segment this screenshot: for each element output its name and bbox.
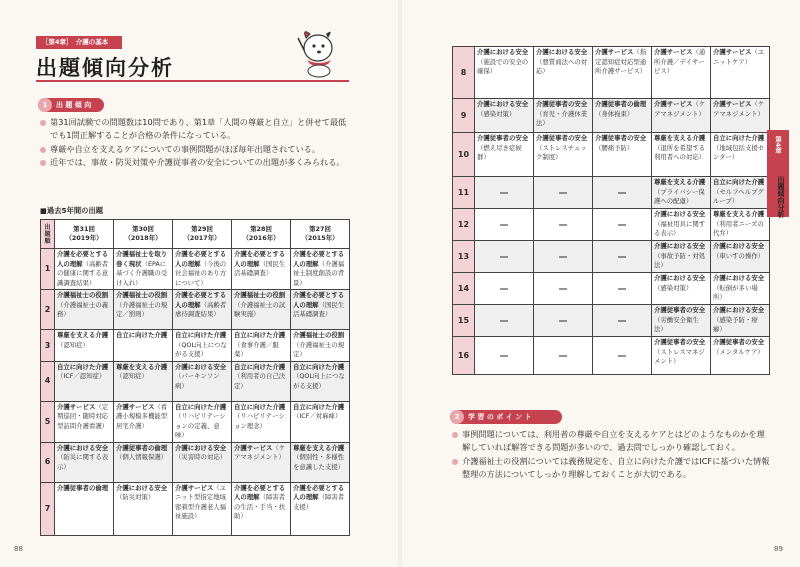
topic-text: 介護サービス [234, 443, 273, 452]
row-number: 9 [453, 99, 475, 133]
topic-detail: （EPAに基づく介護職の受け入れ） [116, 259, 168, 287]
topic-text: 尊厳を支える介護 [116, 362, 168, 371]
topic-text: 介護における安全 [116, 483, 168, 492]
table-cell [593, 241, 652, 273]
topic-detail: （腰痛予防） [595, 143, 634, 152]
table-cell [291, 330, 350, 362]
topic-text: ― [500, 283, 508, 293]
table-cell [55, 249, 114, 290]
side-section-label: 出題傾向分析 [777, 176, 785, 218]
table-title: ■過去5年間の出題 [40, 206, 104, 215]
topic-text: 介護における安全 [477, 48, 529, 56]
topic-text: 自立に向けた介護 [116, 331, 168, 339]
header-round-28: 第28回 （2016年） [232, 220, 291, 249]
topic-text: ― [500, 219, 508, 229]
topic-detail: （退所を希望する利用者への対応） [654, 143, 706, 161]
topic-text: ― [559, 251, 567, 261]
table-cell [232, 482, 291, 535]
row-number: 2 [41, 290, 55, 330]
topic-text: 介護従事者の安全 [595, 134, 647, 142]
table-cell [232, 330, 291, 362]
table-cell [232, 401, 291, 442]
topic-detail: （車いすの操作） [713, 251, 765, 260]
topic-text: 自立に向けた介護 [234, 402, 286, 411]
table-cell [173, 401, 232, 442]
row-number: 13 [453, 241, 475, 273]
table-row [453, 273, 770, 305]
topic-text: 介護における安全 [175, 362, 227, 371]
topic-text: 自立に向けた介護 [175, 402, 227, 411]
row-number: 7 [41, 482, 55, 535]
trend-bullets [40, 116, 352, 170]
section-label: 学 習 の ポ イ ン ト [468, 413, 532, 421]
topic-detail: （定期巡回・随時対応型訪問介護看護） [57, 402, 109, 430]
table-cell [232, 249, 291, 290]
topic-text: ― [618, 350, 626, 360]
topic-text: 介護における安全 [713, 274, 765, 282]
topic-detail: （リハビリテーション理念） [234, 412, 285, 430]
topic-text: 尊厳を支える介護 [654, 178, 706, 186]
topic-text: 尊厳を支える介護 [57, 331, 109, 339]
topic-detail: （燃え尽き症候群） [477, 143, 522, 161]
table-row [41, 482, 350, 535]
topic-text: 介護を必要とする人の理解 [234, 483, 286, 501]
topic-text: 介護を必要とする人の理解 [293, 483, 345, 501]
table-cell [114, 482, 173, 535]
topic-detail: （高齢者虐待調査結果） [175, 300, 227, 318]
topic-detail: （介護福祉士制度創設の背景） [293, 259, 345, 287]
row-number: 11 [453, 177, 475, 209]
topic-detail: （セルフヘルプグループ） [713, 187, 764, 205]
header-round-30: 第30回 （2018年） [114, 220, 173, 249]
row-number: 3 [41, 330, 55, 362]
topic-text: 介護を必要とする人の理解 [175, 250, 227, 268]
table-row [453, 99, 770, 133]
header-round-27: 第27回 （2015年） [291, 220, 350, 249]
topic-detail: （利用者の自己決定） [234, 372, 286, 390]
topic-text: 介護における安全 [713, 242, 765, 250]
table-cell [593, 209, 652, 241]
table-cell [475, 99, 534, 133]
table-cell [534, 273, 593, 305]
topic-detail: （QOL向上につながる支援） [293, 372, 345, 390]
topic-detail: （国民生活基礎調査） [293, 300, 345, 318]
table-cell [173, 290, 232, 330]
table-cell [475, 177, 534, 209]
topic-text: 介護サービス [713, 48, 752, 56]
table-cell [173, 330, 232, 362]
row-number: 4 [41, 361, 55, 401]
topic-text: 介護における安全 [57, 443, 109, 452]
table-cell [711, 273, 770, 305]
topic-detail: （利用者ニーズの代弁） [713, 219, 764, 237]
table-cell [173, 442, 232, 482]
topic-text: 介護サービス [57, 402, 96, 411]
table-cell [173, 482, 232, 535]
topic-text: 介護サービス [175, 483, 214, 492]
topic-text: 自立に向けた介護 [57, 362, 109, 371]
table-cell [534, 99, 593, 133]
table-row [41, 249, 350, 290]
topic-text: 介護従事者の倫理 [57, 483, 109, 492]
table-cell [475, 133, 534, 177]
topic-detail: （介護福祉士の試験実施） [234, 300, 286, 318]
section-heading-trends [38, 98, 104, 112]
topic-detail: （通所介護／デイサービス） [654, 48, 706, 75]
table-cell [55, 330, 114, 362]
topic-detail: （介護福祉士の義務） [57, 300, 109, 318]
row-number: 1 [41, 249, 55, 290]
row-number: 14 [453, 273, 475, 305]
table-cell [291, 249, 350, 290]
section-heading-points [450, 410, 562, 424]
topic-detail: （国民生活基礎調査） [234, 259, 286, 277]
table-cell [55, 482, 114, 535]
section-number: 1 [38, 98, 52, 112]
topic-text: 介護従事者の安全 [536, 134, 588, 142]
topic-text: 介護福祉士の役割 [293, 331, 345, 339]
bullet-item: 介護福祉士の役割については義務規定を、自立に向けた介護ではICFに基づいた情報整理の方法についてしっかり理解しておくことが大切である。 [452, 455, 770, 482]
topic-text: ― [559, 350, 567, 360]
topic-text: 介護を必要とする人の理解 [234, 250, 286, 268]
row-number: 12 [453, 209, 475, 241]
table-cell [652, 273, 711, 305]
topic-text: 自立に向けた介護 [713, 134, 765, 142]
bullet-item: 事例問題については、利用者の尊厳や自立を支えるケアとはどのようなものかを理解していれば解答できる問題が多いので、過去問でしっかり確認しておく。 [452, 428, 770, 455]
header-round-31: 第31回 （2019年） [55, 220, 114, 249]
topic-detail: （防災対策） [116, 493, 155, 501]
topic-detail: （障害者の生活・手当・扶助） [234, 493, 286, 520]
header-round-29: 第29回 （2017年） [173, 220, 232, 249]
topic-detail: （ストレスマネジメント） [654, 347, 705, 365]
topic-detail: （今後の社会福祉のあり方について） [175, 259, 227, 287]
section-label: 出 題 傾 向 [56, 101, 92, 109]
page-number-left: 88 [14, 545, 23, 553]
table-cell [475, 209, 534, 241]
table-row [453, 209, 770, 241]
topic-detail: （ケアマネジメント） [713, 100, 765, 118]
table-row [453, 133, 770, 177]
table-cell [711, 177, 770, 209]
topic-detail: （リハビリテーションの定義、意味） [175, 412, 226, 439]
topic-text: ― [500, 251, 508, 261]
past-exam-table-continued [452, 46, 770, 375]
topic-text: 自立に向けた介護 [293, 402, 345, 411]
row-number: 6 [41, 442, 55, 482]
row-number: 8 [453, 47, 475, 99]
table-cell [534, 47, 593, 99]
table-cell [534, 133, 593, 177]
topic-text: 介護における安全 [654, 242, 706, 250]
past-exam-table [40, 219, 350, 536]
topic-text: ― [618, 187, 626, 197]
table-cell [711, 47, 770, 99]
topic-text: 介護を必要とする人の理解 [293, 291, 345, 309]
topic-text: ― [559, 315, 567, 325]
page-number-right: 89 [774, 545, 783, 553]
table-cell [593, 273, 652, 305]
header-order: 出題順 [41, 220, 55, 249]
topic-text: 介護における安全 [713, 306, 765, 314]
topic-detail: （感染対策） [654, 283, 693, 292]
table-cell [114, 290, 173, 330]
table-cell [534, 305, 593, 337]
topic-text: 介護福祉士の役割 [57, 291, 109, 299]
topic-detail: （食事介護／服薬） [234, 340, 279, 358]
table-cell [652, 177, 711, 209]
topic-text: 尊厳を支える介護 [713, 210, 765, 218]
topic-text: 介護を必要とする人の理解 [175, 291, 227, 309]
topic-detail: （ストレスチェック制度） [536, 143, 587, 161]
table-cell [534, 209, 593, 241]
table-cell [291, 361, 350, 401]
table-cell [291, 401, 350, 442]
topic-text: 介護における安全 [175, 443, 227, 452]
table-cell [534, 177, 593, 209]
topic-detail: （メンタルケア） [713, 347, 764, 356]
table-cell [711, 133, 770, 177]
side-tab-label: 第4章 [774, 136, 782, 154]
topic-detail: （防災に関する表示） [57, 453, 109, 471]
topic-text: 介護サービス [713, 100, 752, 108]
topic-text: 介護における安全 [536, 48, 588, 56]
table-row [41, 442, 350, 482]
bullet-item: 第31回試験での問題数は10問であり、第1章「人間の尊厳と自立」と併せて最低でも1問正解することが合格の条件になっている。 [40, 116, 352, 143]
topic-text: 介護従事者の安全 [477, 134, 529, 142]
table-cell [114, 249, 173, 290]
topic-detail: （事故予防・対処法） [654, 251, 706, 269]
bullet-item: 尊厳や自立を支えるケアについての事例問題がほぼ毎年出題されている。 [40, 143, 352, 156]
table-cell [114, 442, 173, 482]
title-rule [36, 80, 349, 82]
table-cell [475, 241, 534, 273]
table-row [41, 290, 350, 330]
topic-text: 介護従事者の倫理 [595, 100, 647, 108]
table-cell [593, 99, 652, 133]
row-number: 5 [41, 401, 55, 442]
topic-text: 尊厳を支える介護 [293, 443, 345, 452]
topic-text: 介護従事者の安全 [654, 338, 706, 346]
topic-text: 介護における安全 [654, 274, 706, 282]
table-cell [291, 290, 350, 330]
table-cell [114, 330, 173, 362]
table-cell [652, 305, 711, 337]
table-row [453, 47, 770, 99]
table-row [453, 305, 770, 337]
table-cell [652, 209, 711, 241]
topic-text: ― [618, 283, 626, 293]
topic-text: 介護サービス [654, 100, 693, 108]
table-cell [593, 133, 652, 177]
table-cell [173, 249, 232, 290]
topic-text: 自立に向けた介護 [293, 362, 345, 371]
table-cell [291, 482, 350, 535]
topic-text: 尊厳を支える介護 [654, 134, 706, 142]
row-number: 15 [453, 305, 475, 337]
topic-text: 自立に向けた介護 [234, 362, 286, 371]
topic-text: ― [559, 283, 567, 293]
topic-detail: （障害者支援） [293, 493, 345, 511]
topic-text: ― [618, 219, 626, 229]
table-cell [652, 133, 711, 177]
table-cell [55, 361, 114, 401]
topic-detail: （介護福祉士の規定） [293, 340, 345, 358]
topic-text: 介護福祉士の役割 [116, 291, 168, 299]
table-cell [534, 337, 593, 375]
topic-detail: （転倒が多い場所） [713, 283, 758, 301]
topic-text: ― [500, 350, 508, 360]
table-cell [114, 361, 173, 401]
topic-text: 介護サービス [654, 48, 693, 56]
table-cell [711, 209, 770, 241]
topic-text: 介護サービス [116, 402, 155, 411]
continued-table-body [453, 47, 770, 375]
table-row [453, 337, 770, 375]
past-table-body [41, 249, 350, 536]
topic-detail: （ICF／認知症） [57, 372, 106, 380]
topic-text: 介護を必要とする人の理解 [57, 250, 109, 268]
topic-text: 介護を必要とする人の理解 [293, 250, 345, 268]
topic-detail: （介護福祉士の規定／罰則） [116, 300, 168, 318]
topic-detail: （パーキンソン病） [175, 372, 220, 390]
topic-detail: （感染予防・療癖） [713, 315, 758, 333]
topic-detail: （災害時の対応） [175, 453, 227, 461]
topic-text: 介護従事者の安全 [536, 100, 588, 108]
section-number: 2 [450, 410, 464, 424]
topic-detail: （個人情報保護） [116, 453, 168, 461]
table-cell [593, 47, 652, 99]
topic-detail: （ICF／対麻痺） [293, 412, 342, 420]
topic-text: ― [559, 219, 567, 229]
topic-detail: （プライバシー保護への配慮） [654, 187, 705, 205]
topic-text: 介護における安全 [477, 100, 529, 108]
topic-text: ― [559, 187, 567, 197]
table-cell [55, 442, 114, 482]
topic-text: 介護従事者の安全 [713, 338, 765, 346]
topic-detail: （悪質商法への対応） [536, 57, 588, 75]
table-cell [475, 273, 534, 305]
table-cell [55, 290, 114, 330]
table-cell [593, 337, 652, 375]
table-cell [232, 442, 291, 482]
topic-detail: （感染対策） [477, 109, 516, 118]
topic-text: 自立に向けた介護 [175, 331, 227, 339]
table-cell [291, 442, 350, 482]
topic-text: 介護サービス [595, 48, 634, 56]
topic-detail: （身体拘束） [595, 109, 634, 118]
table-cell [652, 337, 711, 375]
table-row [453, 241, 770, 273]
table-cell [711, 99, 770, 133]
row-number: 16 [453, 337, 475, 375]
topic-text: 介護従事者の倫理 [116, 443, 168, 452]
table-cell [593, 177, 652, 209]
table-cell [711, 337, 770, 375]
table-row [453, 177, 770, 209]
topic-detail: （ケアマネジメント） [234, 443, 286, 461]
study-point-bullets [452, 428, 770, 482]
table-cell [475, 47, 534, 99]
table-cell [534, 241, 593, 273]
topic-text: 自立に向けた介護 [234, 331, 286, 339]
topic-detail: （指定認知症対応型通所介護サービス） [595, 48, 647, 75]
topic-detail: （ユニットケア） [713, 48, 765, 66]
topic-detail: （高齢者の健康に関する意識調査結果） [57, 259, 109, 287]
topic-detail: （個別性・多様性を意識した支援） [293, 453, 345, 471]
topic-detail: （育児・介護休業法） [536, 109, 588, 127]
table-cell [711, 305, 770, 337]
table-cell [652, 47, 711, 99]
topic-text: 介護における安全 [654, 210, 706, 218]
table-row [41, 330, 350, 362]
topic-detail: （労働安全衛生法） [654, 315, 699, 333]
dog-mascot-icon [290, 24, 340, 78]
table-cell [593, 305, 652, 337]
topic-text: 介護福祉士を取り巻く現状 [116, 250, 168, 268]
table-cell [711, 241, 770, 273]
table-cell [475, 305, 534, 337]
topic-text: ― [500, 315, 508, 325]
topic-detail: （認知症） [57, 340, 89, 349]
table-cell [232, 361, 291, 401]
topic-text: ― [500, 187, 508, 197]
topic-text: ― [618, 315, 626, 325]
topic-detail: （認知症） [116, 372, 148, 380]
chapter-tag: ［第4章］ 介護の基本 [36, 36, 122, 49]
topic-detail: （施設での安全の確保） [477, 57, 529, 75]
table-cell [652, 241, 711, 273]
topic-detail: （看護小規模多機能型居宅介護） [116, 402, 168, 430]
topic-text: 介護従事者の安全 [654, 306, 706, 314]
topic-detail: （地域包括支援センター） [713, 143, 765, 161]
table-cell [173, 361, 232, 401]
table-row [41, 361, 350, 401]
page-title: 出題傾向分析 [36, 56, 174, 80]
topic-detail: （福祉用具に関する表示） [654, 219, 706, 237]
bullet-item: 近年では、事故・防災対策や介護従事者の安全についての出題が多くみられる。 [40, 156, 352, 169]
topic-detail: （QOL向上につながる支援） [175, 340, 227, 358]
topic-text: 介護福祉士の役割 [234, 291, 286, 299]
topic-detail: （ユニット型指定地域密着型介護老人福祉施設） [175, 483, 227, 520]
row-number: 10 [453, 133, 475, 177]
table-cell [475, 337, 534, 375]
table-cell [55, 401, 114, 442]
table-cell [652, 99, 711, 133]
topic-text: ― [618, 251, 626, 261]
topic-text: 自立に向けた介護 [713, 178, 765, 186]
table-cell [232, 290, 291, 330]
topic-detail: （ケアマネジメント） [654, 100, 706, 118]
table-cell [114, 401, 173, 442]
table-row [41, 401, 350, 442]
